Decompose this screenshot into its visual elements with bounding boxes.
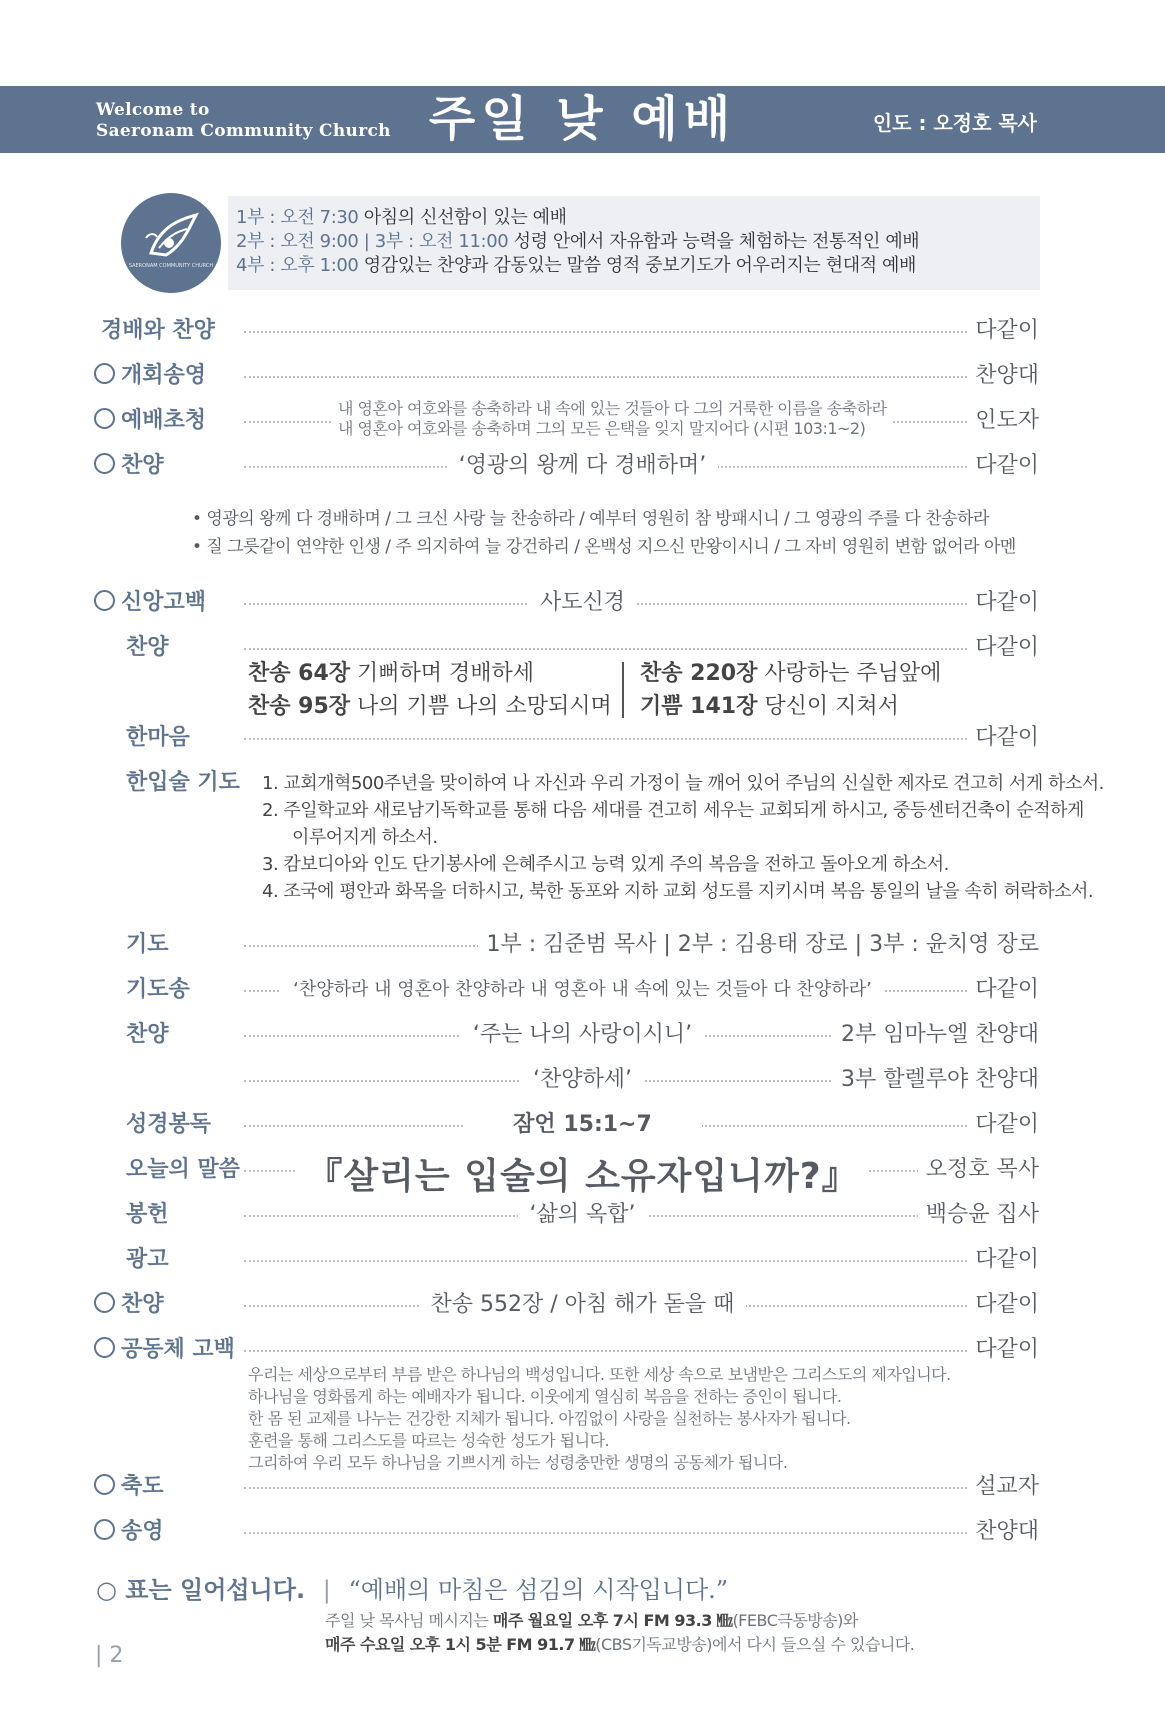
order-right: 다같이 (967, 1241, 1039, 1279)
welcome-line-1: Welcome to (96, 100, 210, 120)
service-line-3: 4부 : 오후 1:00 영감있는 찬양과 감동있는 말씀 영적 중보기도가 어우러지는 현대적 예배 (236, 255, 917, 276)
order-center: 사도신경 (0, 584, 1165, 622)
church-logo (121, 193, 221, 293)
sermon-title: 『살리는 입술의 소유자입니까?』 (0, 1148, 1165, 1199)
stand-circle-icon (94, 1337, 115, 1358)
order-call (0, 399, 1165, 440)
stand-circle-icon (94, 1474, 115, 1495)
stand-note: ○ 표는 일어섭니다. (96, 1576, 306, 1604)
order-worship (0, 312, 1165, 350)
order-praise-1 (0, 447, 1165, 485)
order-benediction (0, 1468, 1165, 1506)
order-center: 잠언 15:1~7 (0, 1106, 1165, 1144)
radio-info: 주일 낮 목사님 메시지는 매주 월요일 오후 7시 FM 93.3 ㎒(FEBC극동방송)와 매주 수요일 오후 1시 5분 FM 91.7 ㎒(CBS기독교방송)에서 다시 들으실 수 있습니다. (325, 1611, 915, 1654)
praise-lyrics: • 영광의 왕께 다 경배하며 / 그 크신 사랑 늘 찬송하라 / 예부터 영원히 참 방패시니 / 그 영광의 주를 다 찬송하라 • 질 그릇같이 연약한 인생 / 주 의지하여 늘 강건하리 / 온백성 지으신 만왕이시니 / 그 자비 영원히 변함 없어라 아멘 (192, 509, 1016, 557)
order-right: 다같이 (967, 719, 1039, 757)
leader-dots (244, 376, 1035, 378)
order-offering (0, 1196, 1165, 1234)
hymn-item: 찬송 95장 나의 기쁨 나의 소망되시며 (248, 694, 612, 719)
order-onemind (0, 719, 1165, 757)
order-right: 다같이 (967, 1331, 1039, 1369)
order-praise-4 (0, 1061, 1165, 1099)
order-scripture (0, 1106, 1165, 1144)
order-right: 설교자 (967, 1468, 1039, 1506)
order-label: 축도 (94, 1468, 164, 1506)
order-center: ‘찬양하세’ (0, 1061, 1165, 1099)
order-closing (0, 1513, 1165, 1551)
order-creed (0, 584, 1165, 622)
order-label: 기도송 (126, 977, 190, 1002)
leader-dots (244, 1350, 1035, 1352)
service-times (228, 196, 1040, 290)
order-label: 공동체 고백 (94, 1331, 235, 1369)
leader-dots (244, 738, 1035, 740)
order-prayer (0, 926, 1165, 964)
order-label: 기도 (126, 932, 169, 957)
order-right: 찬양대 (967, 357, 1039, 395)
call-verse: 내 영혼아 여호와를 송축하라 내 속에 있는 것들아 다 그의 거룩한 이름을 송축하라 내 영혼아 여호와를 송축하며 그의 모든 은택을 잊지 말지어다 (시편 103:1~2) (332, 399, 893, 439)
order-label: 찬양 (126, 635, 169, 660)
page-number: | 2 (95, 1643, 124, 1668)
order-right: 1부 : 김준범 목사 | 2부 : 김용태 장로 | 3부 : 윤치영 장로 (478, 926, 1039, 964)
order-label: 찬양 (94, 447, 164, 485)
order-label: 찬양 (126, 1022, 169, 1047)
order-right: 3부 할렐루야 찬양대 (833, 1061, 1039, 1099)
order-label: 경배와 찬양 (101, 318, 215, 343)
prayer-items: 1. 교회개혁500주년을 맞이하여 나 자신과 우리 가정이 늘 깨어 있어 주님의 신실한 제자로 견고히 서게 하소서. 2. 주일학교와 새로남기독학교를 통해 다음 세대를 견고히 세우는 교회되게 하시고, 중등센터건축이 순적하게 이루어지게 하소서. 3. 캄보디아와 인도 단기봉사에 은혜주시고 능력 있게 주의 복음을 전하고 돌아오게 하소서. 4. 조국에 평안과 화목을 더하시고, 북한 동포와 지하 교회 성도를 지키시며 복음 통일의 날을 속히 허락하소서. (262, 773, 1104, 902)
order-right: 다같이 (967, 971, 1039, 1009)
leader-text: 인도 : 오정호 목사 (872, 111, 1037, 135)
order-praise-3 (0, 1016, 1165, 1054)
welcome-line-2: Saeronam Community Church (96, 121, 391, 141)
order-right: 다같이 (967, 447, 1039, 485)
header-band (0, 86, 1165, 153)
closing-quote: “예배의 마침은 섬김의 시작입니다.” (348, 1576, 729, 1604)
hymn-divider (622, 662, 624, 718)
order-center: ‘영광의 왕께 다 경배하며’ (0, 447, 1165, 485)
order-announce (0, 1241, 1165, 1279)
hymn-item: 찬송 64장 기뻐하며 경배하세 (248, 661, 535, 686)
order-label: 찬양 (94, 1286, 164, 1324)
hymn-item: 찬송 220장 사랑하는 주님앞에 (640, 661, 942, 686)
dove-icon (121, 193, 221, 293)
order-prayersong (0, 971, 1165, 1009)
stand-circle-icon (94, 363, 115, 384)
order-label: 개회송영 (94, 357, 206, 395)
order-right: 다같이 (967, 629, 1039, 667)
order-right: 다같이 (967, 312, 1039, 350)
order-label: 봉헌 (126, 1202, 169, 1227)
order-center: ‘찬양하라 내 영혼아 찬양하라 내 영혼아 내 속에 있는 것들아 다 찬양하라’ (0, 971, 1165, 1009)
order-right: 다같이 (967, 1286, 1039, 1324)
order-label: 광고 (126, 1247, 169, 1272)
leader-dots (244, 1260, 1035, 1262)
order-center: 찬송 552장 / 아침 해가 돋을 때 (0, 1286, 1165, 1324)
page-title: 주일 낮 예배 (428, 91, 737, 147)
service-line-1: 1부 : 오전 7:30 아침의 신선함이 있는 예배 (236, 207, 567, 228)
service-line-2: 2부 : 오전 9:00 | 3부 : 오전 11:00 성령 안에서 자유함과 능력을 체험하는 전통적인 예배 (236, 231, 920, 252)
hymn-item: 기쁨 141장 당신이 지쳐서 (640, 694, 899, 719)
stand-circle-icon (94, 408, 115, 429)
order-label: 오늘의 말씀 (126, 1157, 240, 1182)
order-right: 찬양대 (967, 1513, 1039, 1551)
order-label: 송영 (94, 1513, 164, 1551)
order-label: 한입술 기도 (126, 770, 240, 795)
order-label: 예배초청 (94, 402, 206, 440)
leader-dots (244, 1487, 1035, 1489)
order-right: 다같이 (967, 584, 1039, 622)
order-center: ‘삶의 옥합’ (0, 1196, 1165, 1234)
leader-dots (244, 331, 1035, 333)
order-label: 성경봉독 (126, 1112, 212, 1137)
order-label: 한마음 (126, 725, 190, 750)
order-right: 인도자 (967, 402, 1039, 440)
logo-caption: SAERONAM COMMUNITY CHURCH (128, 263, 214, 269)
leader-dots (244, 1532, 1035, 1534)
order-opening (0, 357, 1165, 395)
order-right: 2부 임마누엘 찬양대 (833, 1016, 1039, 1054)
order-right: 다같이 (967, 1106, 1039, 1144)
order-praise-5 (0, 1286, 1165, 1324)
leader-dots (244, 648, 1035, 650)
footer-note: ○ 표는 일어섭니다. | “예배의 마침은 섬김의 시작입니다.” (96, 1576, 729, 1604)
order-label: 신앙고백 (94, 584, 206, 622)
order-right: 오정호 목사 (918, 1151, 1039, 1189)
stand-circle-icon (94, 1519, 115, 1540)
order-praise-2 (0, 629, 1165, 667)
order-center: ‘주는 나의 사랑이시니’ (0, 1016, 1165, 1054)
community-confession: 우리는 세상으로부터 부름 받은 하나님의 백성입니다. 또한 세상 속으로 보냄받은 그리스도의 제자입니다. 하나님을 영화롭게 하는 예배자가 됩니다. 이웃에게 열심히 복음을 전하는 증인이 됩니다. 한 몸 된 교제를 나누는 건강한 지체가 됩니다. 아낌없이 사랑을 실천하는 봉사자가 됩니다. 훈련을 통해 그리스도를 따르는 성숙한 성도가 됩니다. 그리하여 우리 모두 하나님을 기쁘시게 하는 성령충만한 생명의 공동체가 됩니다. (248, 1365, 951, 1472)
order-right: 백승윤 집사 (918, 1196, 1039, 1234)
